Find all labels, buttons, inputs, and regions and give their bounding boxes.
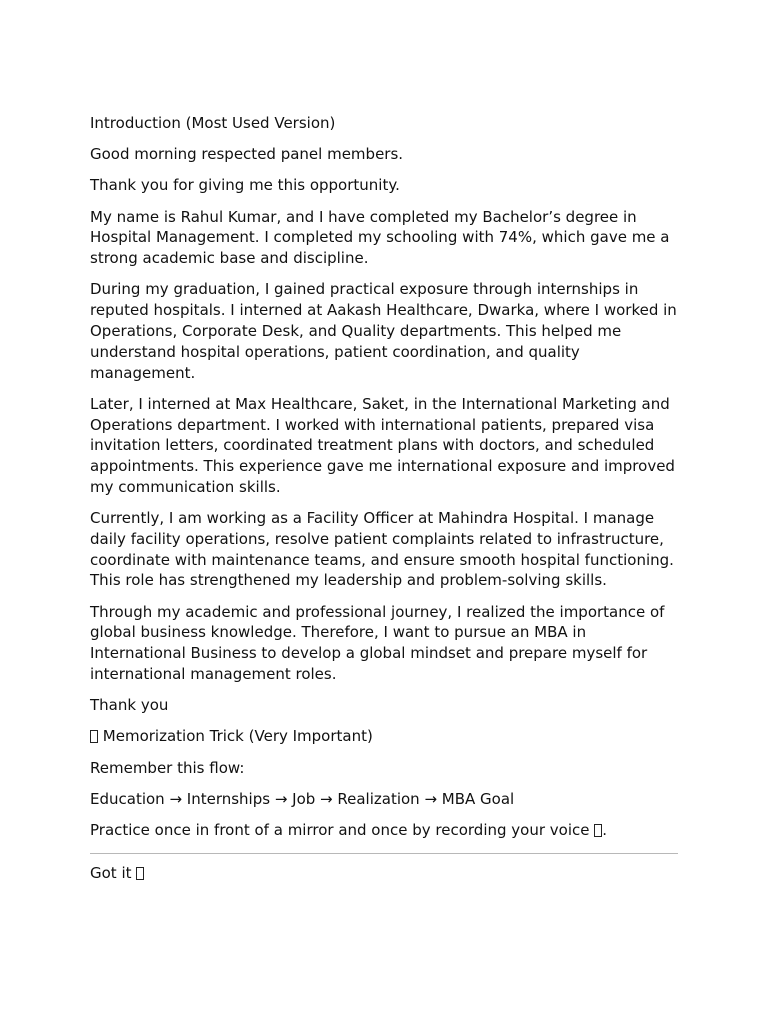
document-body xyxy=(90,113,680,894)
footer-line xyxy=(90,863,680,884)
closing-line: Thank you xyxy=(90,696,169,715)
missing-glyph-icon xyxy=(90,730,98,743)
footer-text: Got it xyxy=(90,863,132,882)
thanks-opportunity-line: Thank you for giving me this opportunity. xyxy=(90,176,400,195)
paragraph-education: My name is Rahul Kumar, and I have completed my Bachelor’s degree in Hospital Management. I completed my schooling with 74%, which gave me a strong academic base and discipline. xyxy=(90,207,670,268)
practice-tip-line xyxy=(90,820,680,841)
flow-line: Education → Internships → Job → Realization → MBA Goal xyxy=(90,789,515,808)
practice-tip-period: . xyxy=(602,821,608,839)
greeting-line: Good morning respected panel members. xyxy=(90,145,404,164)
divider xyxy=(90,853,678,854)
paragraph-internship-aakash: During my graduation, I gained practical exposure through internships in reputed hospitals. I interned at Aakash Healthcare, Dwarka, where I worked in Operations, Corporate Desk, and Quality departments. This helped me understand hospital operations, patient coordination, and quality management. xyxy=(90,280,677,382)
paragraph-mba-goal: Through my academic and professional journey, I realized the importance of global business knowledge. Therefore, I want to pursue an MBA in International Business to develop a global mindset and prepare myself for international management roles. xyxy=(90,602,665,684)
intro-heading: Introduction (Most Used Version) xyxy=(90,114,336,132)
missing-glyph-icon xyxy=(136,867,144,880)
paragraph-current-job: Currently, I am working as a Facility Officer at Mahindra Hospital. I manage daily facility operations, resolve patient complaints related to infrastructure, coordinate with maintenance teams, and ensure smooth hospital functioning. This role has strengthened my leadership and problem-solving skills. xyxy=(90,509,674,590)
practice-tip-text: Practice once in front of a mirror and once by recording your voice xyxy=(90,821,590,839)
paragraph-internship-max: Later, I interned at Max Healthcare, Saket, in the International Marketing and Operations department. I worked with international patients, prepared visa invitation letters, coordinated treatment plans with doctors, and scheduled appointments. This experience gave me international exposure and improved my communication skills. xyxy=(90,394,675,496)
trick-heading-text: Memorization Trick (Very Important) xyxy=(102,727,373,746)
trick-heading-line xyxy=(90,726,680,747)
flow-intro-line: Remember this flow: xyxy=(90,758,245,777)
